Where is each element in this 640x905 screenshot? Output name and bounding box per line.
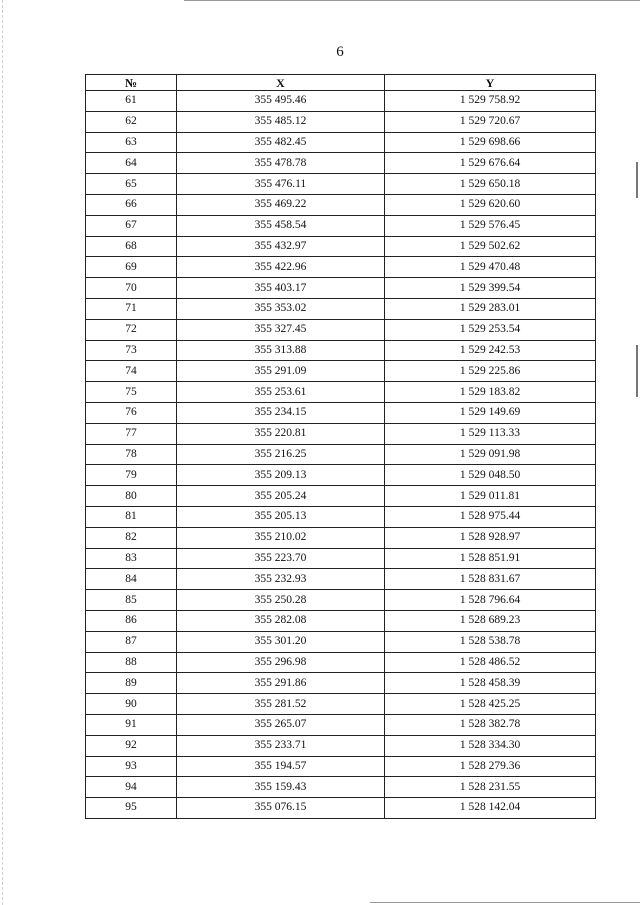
cell-y: 1 528 382.78 xyxy=(385,714,596,735)
table-row xyxy=(86,569,596,590)
table-row xyxy=(86,486,596,507)
table-row xyxy=(86,298,596,319)
table-row xyxy=(86,798,596,819)
cell-number: 78 xyxy=(86,444,177,465)
cell-y: 1 529 720.67 xyxy=(385,111,596,132)
table-row xyxy=(86,111,596,132)
table-row xyxy=(86,402,596,423)
table-row xyxy=(86,610,596,631)
cell-y: 1 529 470.48 xyxy=(385,257,596,278)
cell-x: 355 223.70 xyxy=(177,548,385,569)
cell-x: 355 282.08 xyxy=(177,610,385,631)
cell-number: 86 xyxy=(86,610,177,631)
cell-x: 355 233.71 xyxy=(177,735,385,756)
cell-x: 355 205.13 xyxy=(177,506,385,527)
cell-y: 1 528 231.55 xyxy=(385,777,596,798)
table-row xyxy=(86,777,596,798)
scan-edge-mark xyxy=(636,345,638,397)
cell-y: 1 529 283.01 xyxy=(385,298,596,319)
cell-number: 61 xyxy=(86,91,177,112)
cell-number: 68 xyxy=(86,236,177,257)
cell-x: 355 469.22 xyxy=(177,194,385,215)
cell-number: 89 xyxy=(86,673,177,694)
cell-number: 94 xyxy=(86,777,177,798)
header-y: Y xyxy=(385,75,596,91)
cell-y: 1 528 458.39 xyxy=(385,673,596,694)
cell-number: 91 xyxy=(86,714,177,735)
cell-number: 73 xyxy=(86,340,177,361)
table-row xyxy=(86,735,596,756)
table-row xyxy=(86,714,596,735)
cell-number: 63 xyxy=(86,132,177,153)
table-row xyxy=(86,174,596,195)
header-x: X xyxy=(177,75,385,91)
table-row xyxy=(86,548,596,569)
cell-x: 355 194.57 xyxy=(177,756,385,777)
cell-x: 355 281.52 xyxy=(177,694,385,715)
cell-x: 355 422.96 xyxy=(177,257,385,278)
cell-number: 72 xyxy=(86,319,177,340)
cell-x: 355 291.09 xyxy=(177,361,385,382)
cell-y: 1 529 399.54 xyxy=(385,278,596,299)
cell-number: 69 xyxy=(86,257,177,278)
cell-y: 1 529 242.53 xyxy=(385,340,596,361)
cell-x: 355 458.54 xyxy=(177,215,385,236)
table-row xyxy=(86,194,596,215)
cell-number: 64 xyxy=(86,153,177,174)
table-row xyxy=(86,153,596,174)
cell-x: 355 313.88 xyxy=(177,340,385,361)
cell-y: 1 528 142.04 xyxy=(385,798,596,819)
cell-x: 355 482.45 xyxy=(177,132,385,153)
cell-number: 82 xyxy=(86,527,177,548)
cell-y: 1 528 334.30 xyxy=(385,735,596,756)
cell-y: 1 528 796.64 xyxy=(385,590,596,611)
cell-x: 355 296.98 xyxy=(177,652,385,673)
cell-number: 93 xyxy=(86,756,177,777)
table-row xyxy=(86,527,596,548)
cell-y: 1 529 011.81 xyxy=(385,486,596,507)
header-number: № xyxy=(86,75,177,91)
cell-x: 355 159.43 xyxy=(177,777,385,798)
cell-y: 1 529 183.82 xyxy=(385,382,596,403)
table-row xyxy=(86,278,596,299)
table-row xyxy=(86,506,596,527)
cell-x: 355 353.02 xyxy=(177,298,385,319)
cell-x: 355 253.61 xyxy=(177,382,385,403)
table-row xyxy=(86,215,596,236)
cell-y: 1 529 149.69 xyxy=(385,402,596,423)
cell-y: 1 529 225.86 xyxy=(385,361,596,382)
cell-x: 355 301.20 xyxy=(177,631,385,652)
table-row xyxy=(86,361,596,382)
table-row xyxy=(86,631,596,652)
cell-x: 355 232.93 xyxy=(177,569,385,590)
cell-x: 355 234.15 xyxy=(177,402,385,423)
scan-top-border xyxy=(184,0,640,1)
cell-number: 85 xyxy=(86,590,177,611)
table-header-row xyxy=(86,75,596,91)
cell-y: 1 528 831.67 xyxy=(385,569,596,590)
cell-number: 87 xyxy=(86,631,177,652)
cell-y: 1 529 253.54 xyxy=(385,319,596,340)
table-row xyxy=(86,673,596,694)
table-row xyxy=(86,236,596,257)
cell-number: 71 xyxy=(86,298,177,319)
cell-number: 88 xyxy=(86,652,177,673)
cell-y: 1 528 279.36 xyxy=(385,756,596,777)
table-row xyxy=(86,756,596,777)
cell-number: 76 xyxy=(86,402,177,423)
cell-number: 80 xyxy=(86,486,177,507)
cell-number: 66 xyxy=(86,194,177,215)
cell-number: 67 xyxy=(86,215,177,236)
cell-number: 95 xyxy=(86,798,177,819)
table-row xyxy=(86,694,596,715)
cell-number: 75 xyxy=(86,382,177,403)
table-row xyxy=(86,465,596,486)
cell-y: 1 529 698.66 xyxy=(385,132,596,153)
table-row xyxy=(86,444,596,465)
page-number: 6 xyxy=(336,44,344,60)
scan-edge-mark xyxy=(636,162,638,198)
cell-y: 1 528 928.97 xyxy=(385,527,596,548)
cell-y: 1 528 486.52 xyxy=(385,652,596,673)
cell-number: 79 xyxy=(86,465,177,486)
cell-y: 1 529 048.50 xyxy=(385,465,596,486)
table-row xyxy=(86,340,596,361)
cell-x: 355 327.45 xyxy=(177,319,385,340)
table-row xyxy=(86,590,596,611)
cell-y: 1 529 113.33 xyxy=(385,423,596,444)
cell-y: 1 528 975.44 xyxy=(385,506,596,527)
table-row xyxy=(86,423,596,444)
cell-number: 81 xyxy=(86,506,177,527)
cell-number: 90 xyxy=(86,694,177,715)
cell-number: 77 xyxy=(86,423,177,444)
table-row xyxy=(86,91,596,112)
cell-y: 1 528 538.78 xyxy=(385,631,596,652)
cell-x: 355 209.13 xyxy=(177,465,385,486)
cell-x: 355 205.24 xyxy=(177,486,385,507)
cell-x: 355 210.02 xyxy=(177,527,385,548)
cell-number: 65 xyxy=(86,174,177,195)
cell-y: 1 529 502.62 xyxy=(385,236,596,257)
table-row xyxy=(86,319,596,340)
table-row xyxy=(86,652,596,673)
cell-y: 1 529 650.18 xyxy=(385,174,596,195)
cell-number: 83 xyxy=(86,548,177,569)
cell-x: 355 216.25 xyxy=(177,444,385,465)
cell-x: 355 495.46 xyxy=(177,91,385,112)
table-row xyxy=(86,257,596,278)
cell-y: 1 529 676.64 xyxy=(385,153,596,174)
cell-y: 1 528 689.23 xyxy=(385,610,596,631)
table-row xyxy=(86,382,596,403)
cell-y: 1 529 758.92 xyxy=(385,91,596,112)
table-row xyxy=(86,132,596,153)
cell-x: 355 250.28 xyxy=(177,590,385,611)
cell-x: 355 432.97 xyxy=(177,236,385,257)
cell-number: 70 xyxy=(86,278,177,299)
cell-number: 74 xyxy=(86,361,177,382)
cell-x: 355 220.81 xyxy=(177,423,385,444)
cell-x: 355 478.78 xyxy=(177,153,385,174)
cell-x: 355 476.11 xyxy=(177,174,385,195)
cell-number: 92 xyxy=(86,735,177,756)
cell-y: 1 529 576.45 xyxy=(385,215,596,236)
cell-x: 355 076.15 xyxy=(177,798,385,819)
cell-x: 355 485.12 xyxy=(177,111,385,132)
coordinates-table xyxy=(85,74,596,819)
scan-bottom-border xyxy=(370,902,640,903)
cell-y: 1 529 091.98 xyxy=(385,444,596,465)
cell-y: 1 528 851.91 xyxy=(385,548,596,569)
cell-number: 84 xyxy=(86,569,177,590)
cell-number: 62 xyxy=(86,111,177,132)
cell-x: 355 291.86 xyxy=(177,673,385,694)
cell-y: 1 528 425.25 xyxy=(385,694,596,715)
scan-left-edge xyxy=(2,0,3,905)
cell-y: 1 529 620.60 xyxy=(385,194,596,215)
cell-x: 355 265.07 xyxy=(177,714,385,735)
cell-x: 355 403.17 xyxy=(177,278,385,299)
